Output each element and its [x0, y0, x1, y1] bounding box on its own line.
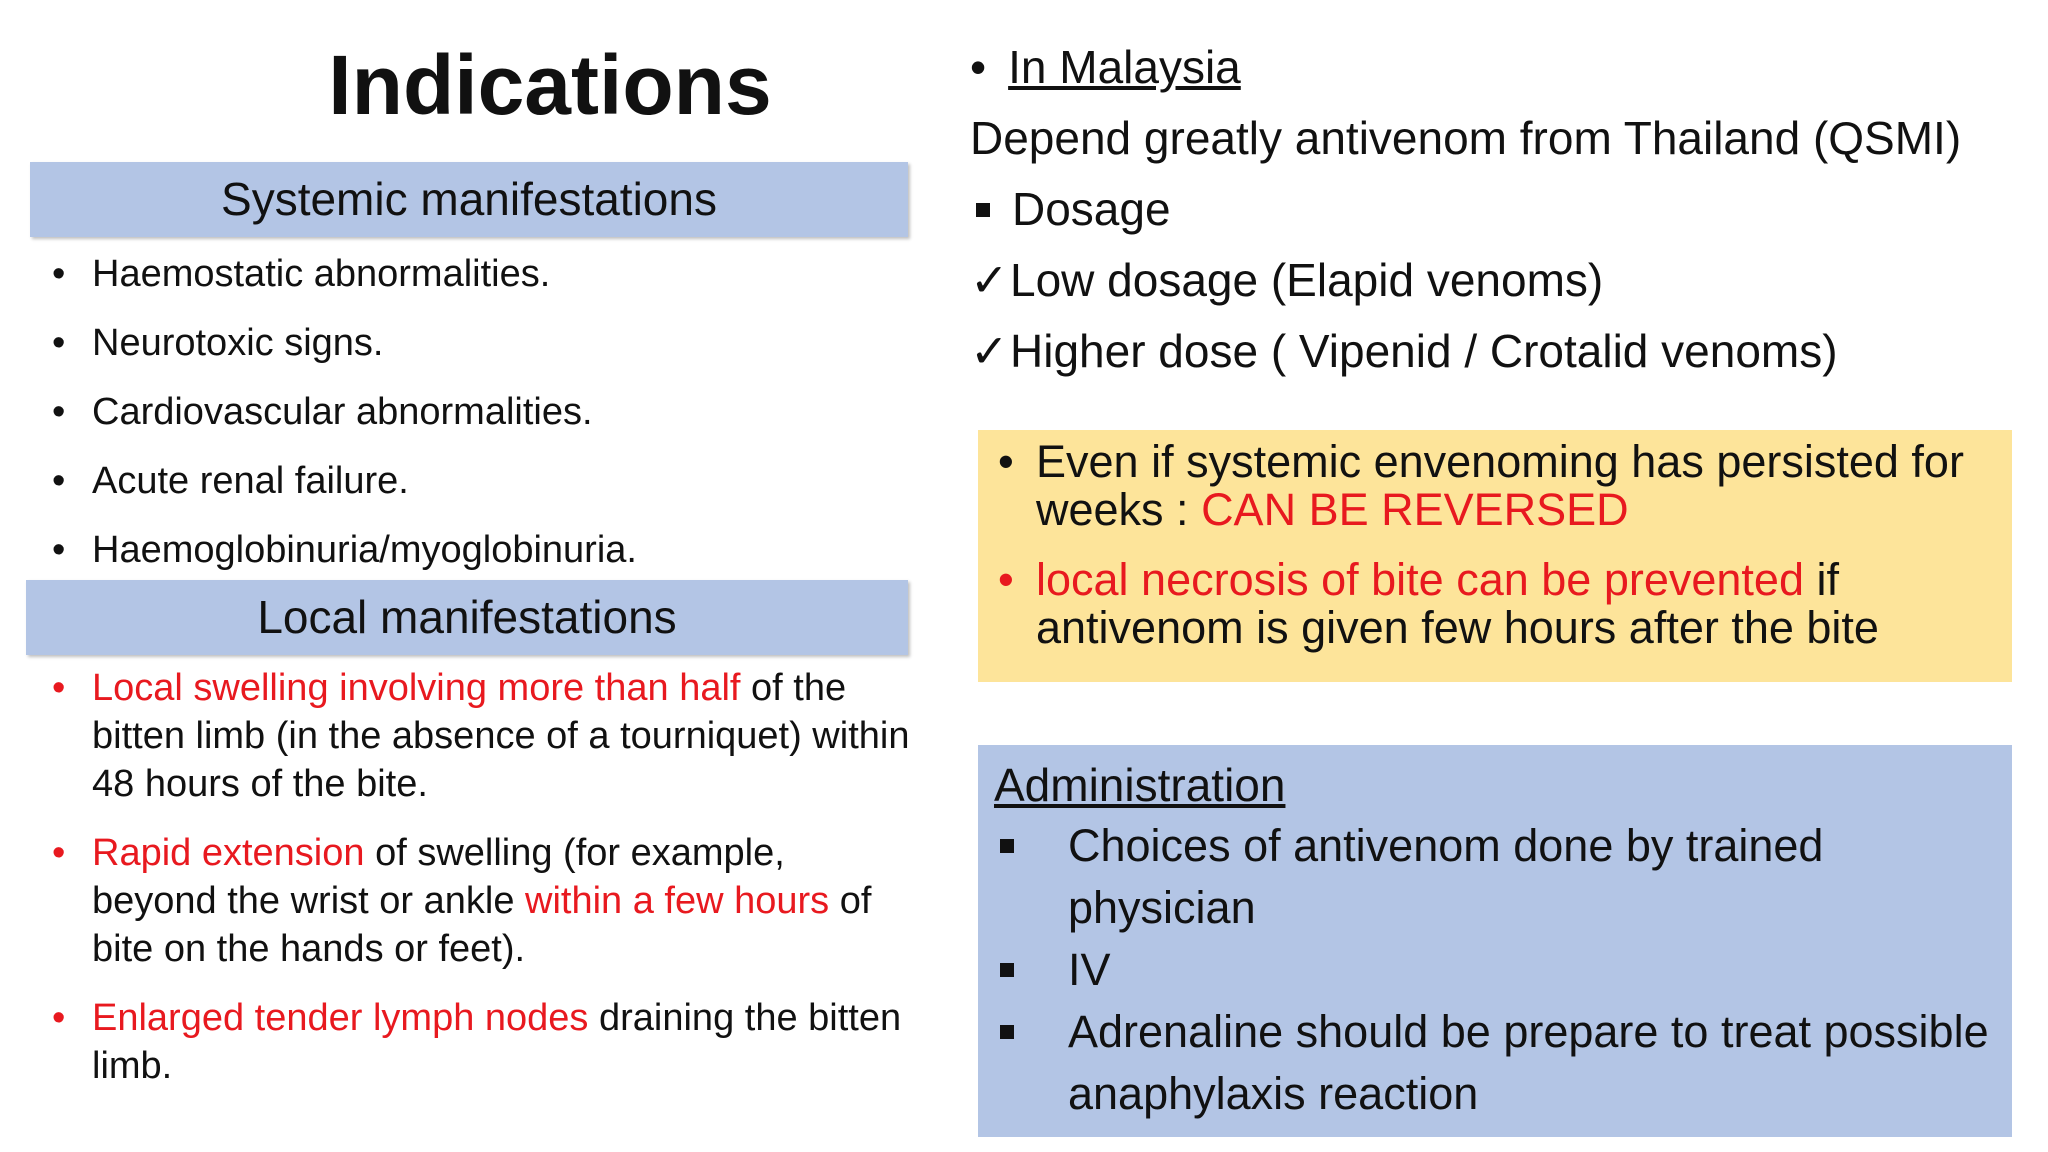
systemic-list: [40, 240, 900, 585]
list-item-text: draining the bitten limb.: [92, 997, 902, 1087]
dosage-label: Dosage: [1012, 183, 1171, 235]
bullet-icon: •: [52, 253, 66, 295]
bullet-icon: •: [52, 529, 66, 571]
list-item: [40, 994, 920, 1090]
list-item: [40, 516, 900, 585]
list-item: [40, 664, 920, 808]
bullet-icon: •: [52, 322, 66, 364]
low-dose-text: Low dosage (Elapid venoms): [1010, 254, 1604, 306]
bullet-icon: •: [52, 997, 66, 1039]
list-item-text: IV: [1068, 944, 1111, 995]
check-icon: ✓: [970, 325, 1009, 377]
malaysia-heading: In Malaysia: [1008, 41, 1241, 93]
list-item: [40, 309, 900, 378]
list-item-text: Haemostatic abnormalities.: [92, 253, 551, 295]
bullet-icon: •: [52, 832, 66, 874]
local-list: [40, 664, 920, 1111]
list-item-text: Choices of antivenom done by trained physician: [1068, 820, 1824, 933]
malaysia-row: [970, 32, 2030, 103]
list-item-text: Neurotoxic signs.: [92, 322, 384, 364]
list-item-text: of swelling (for example, beyond the wrist or ankle: [92, 832, 785, 922]
administration-list: [994, 815, 1994, 1125]
dosage-row: [970, 174, 2030, 245]
list-item-text: if antivenom is given few hours after the bite: [1036, 554, 1879, 653]
square-bullet-icon: [1000, 1025, 1014, 1039]
low-dose-row: [970, 245, 2030, 316]
list-item: [992, 556, 1992, 652]
list-item: [994, 939, 1994, 1001]
highlight-list: [992, 438, 1992, 674]
emphasis-text: Enlarged tender lymph nodes: [92, 997, 589, 1039]
list-item-text: Even if systemic envenoming has persisted for weeks :: [1036, 436, 1964, 535]
emphasis-text: local necrosis of bite can be prevented: [1036, 554, 1804, 605]
list-item: [992, 438, 1992, 534]
high-dose-text: Higher dose ( Vipenid / Crotalid venoms): [1010, 325, 1838, 377]
list-item: [40, 378, 900, 447]
emphasis-text: CAN BE REVERSED: [1201, 484, 1629, 535]
systemic-heading: Systemic manifestations: [30, 162, 908, 237]
emphasis-text: within a few hours: [525, 880, 830, 922]
depend-text: Depend greatly antivenom from Thailand (QSMI): [970, 112, 1962, 164]
bullet-icon: •: [998, 436, 1014, 487]
list-item-text: of the bitten limb (in the absence of a tourniquet) within 48 hours of the bite.: [92, 667, 910, 805]
high-dose-row: [970, 316, 2030, 387]
list-item-text: of bite on the hands or feet).: [92, 880, 872, 970]
check-icon: ✓: [970, 254, 1009, 306]
list-item-text: Adrenaline should be prepare to treat possible anaphylaxis reaction: [1068, 1006, 1989, 1119]
bullet-icon: •: [998, 554, 1014, 605]
highlight-box: [978, 430, 2012, 682]
bullet-icon: •: [52, 667, 66, 709]
local-heading: Local manifestations: [26, 580, 908, 655]
list-item-text: Acute renal failure.: [92, 460, 409, 502]
administration-title: Administration: [994, 759, 1286, 811]
bullet-icon: •: [970, 41, 987, 93]
list-item: [994, 1001, 1994, 1125]
list-item-text: Haemoglobinuria/myoglobinuria.: [92, 529, 637, 571]
list-item: [40, 240, 900, 309]
list-item: [40, 829, 920, 973]
malaysia-section: [970, 32, 2030, 387]
list-item: [40, 447, 900, 516]
emphasis-text: Local swelling involving more than half: [92, 667, 741, 709]
bullet-icon: •: [52, 391, 66, 433]
square-bullet-icon: [976, 203, 990, 217]
administration-box: [978, 745, 2012, 1137]
bullet-icon: •: [52, 460, 66, 502]
emphasis-text: Rapid extension: [92, 832, 365, 874]
list-item-text: Cardiovascular abnormalities.: [92, 391, 593, 433]
list-item: [994, 815, 1994, 939]
page-title: Indications: [328, 38, 772, 132]
square-bullet-icon: [1000, 839, 1014, 853]
square-bullet-icon: [1000, 963, 1014, 977]
